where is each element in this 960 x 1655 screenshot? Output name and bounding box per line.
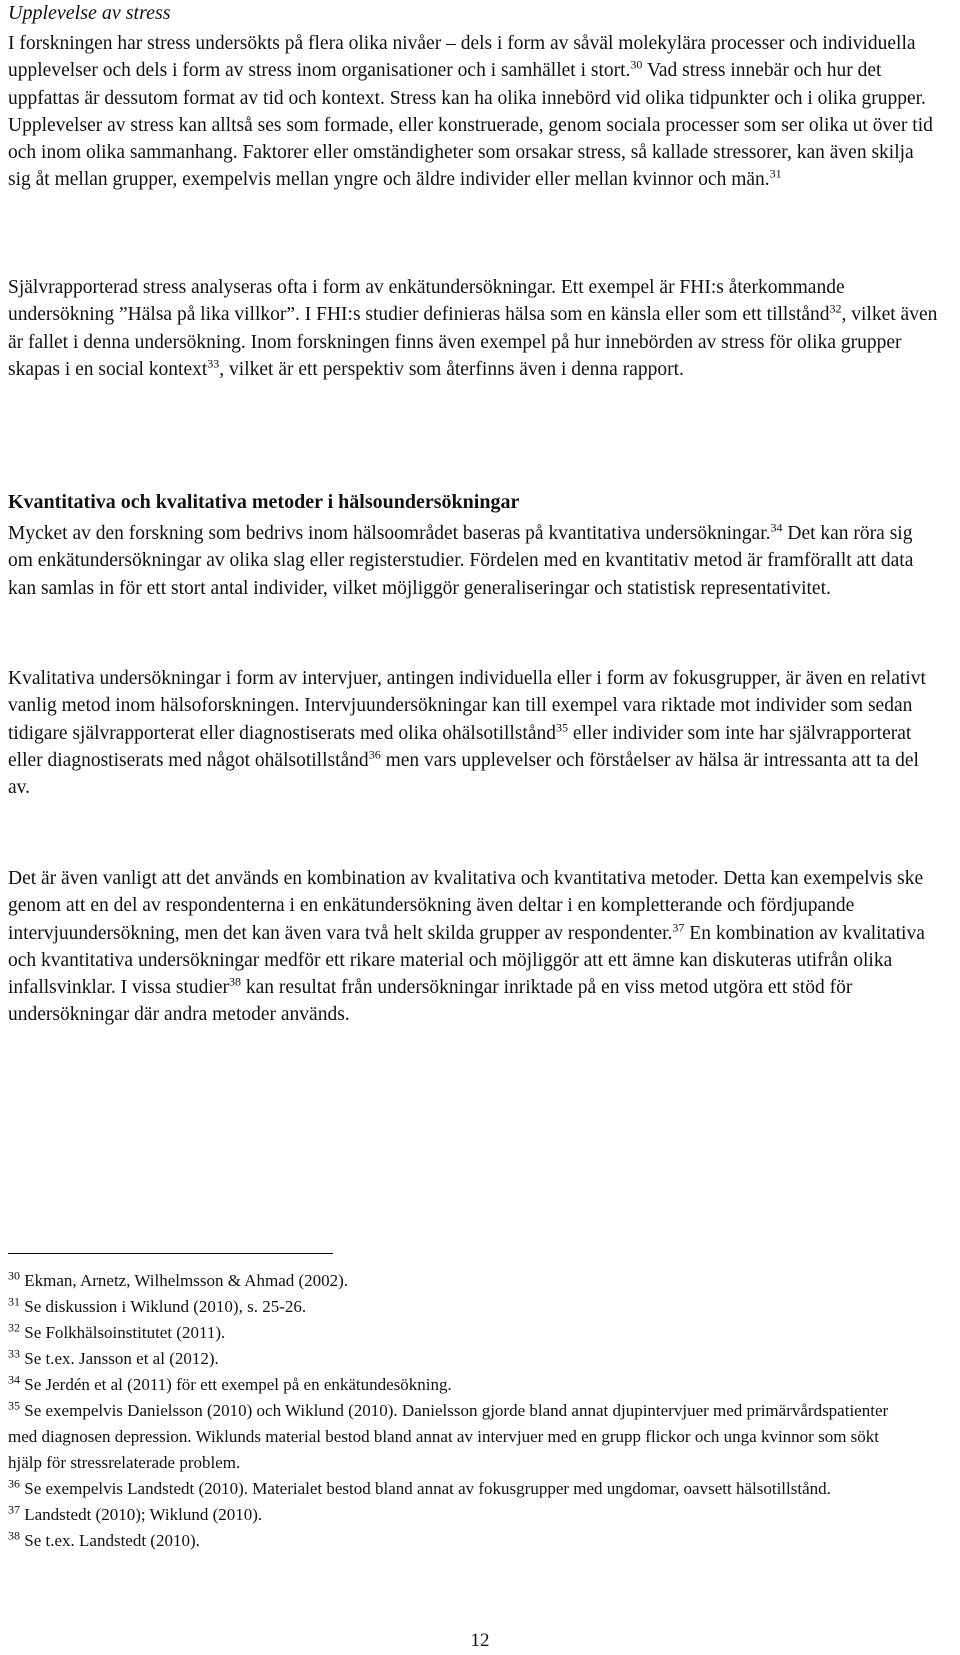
footnote-ref-31[interactable]: 31 xyxy=(769,166,782,181)
footnote-31: $^{31}$ Se diskussion i Wiklund (2010), s. 25-26. xyxy=(8,1294,307,1316)
footnote-34: $^{34}$ Se Jerdén et al (2011) för ett exempel på en enkätundesökning. xyxy=(8,1372,452,1394)
footnote-ref-33[interactable]: 33 xyxy=(207,356,220,371)
section-heading-stress: Upplevelse av stress xyxy=(8,2,171,24)
footnote-33: $^{33}$ Se t.ex. Jansson et al (2012). xyxy=(8,1346,219,1368)
paragraph-combination: Det är även vanligt att det används en kombination av kvalitativa och kvantitativa metoder. Detta kan exempelvis ske genom att en del av respondenterna i en enkätundersökning även deltar i en kompletterande och fördjupande intervjuundersökning, men det kan även vara två helt skilda grupper av respondenter.$^{37}$ En kombination av kvalitativa och kvantitativa undersökningar medför ett rikare material och möjliggör att ett ämne kan diskuteras utifrån olika infallsvinklar. I vissa studier$^{38}$ kan resultat från undersökningar inriktade på en viss metod utgöra ett stöd för undersökningar där andra metoder används. xyxy=(8,868,925,1026)
footnote-ref-36[interactable]: 36 xyxy=(368,747,381,762)
footnote-ref-30[interactable]: 30 xyxy=(630,57,643,72)
footnotes xyxy=(8,1268,908,1554)
footnote-ref-32[interactable]: 32 xyxy=(829,301,842,316)
footnote-divider xyxy=(8,1253,333,1254)
paragraph-quantitative: Mycket av den forskning som bedrivs inom hälsoområdet baseras på kvantitativa undersökningar.$^{34}$ Det kan röra sig om enkätundersökningar av olika slag eller registerstudier. Fördelen med en kvantitativ metod är framförallt att data kan samlas in för ett stort antal individer, vilket möjliggör generaliseringar och statistisk representativitet. xyxy=(8,520,914,599)
footnote-ref-35[interactable]: 35 xyxy=(556,720,569,735)
section-heading-methods: Kvantitativa och kvalitativa metoder i hälsoundersökningar xyxy=(8,491,520,513)
paragraph-qualitative: Kvalitativa undersökningar i form av intervjuer, antingen individuella eller i form av fokusgrupper, är även en relativt vanlig metod inom hälsoforskningen. Intervjuundersökningar kan till exempel vara riktade mot individer som sedan tidigare självrapporterat eller diagnostiserats med olika ohälsotillstånd$^{35}$ eller individer som inte har självrapporterat eller diagnostiserats med något ohälsotillstånd$^{36}$ men vars upplevelser och förståelser av hälsa är intressanta att ta del av. xyxy=(8,668,926,799)
footnote-ref-37[interactable]: 37 xyxy=(672,920,685,935)
footnote-36: $^{36}$ Se exempelvis Landstedt (2010). Materialet bestod bland annat av fokusgrupper med ungdomar, oavsett hälsotillstånd. xyxy=(8,1476,831,1498)
paragraph-self-reported-stress: Självrapporterad stress analyseras ofta i form av enkätundersökningar. Ett exempel är FHI:s återkommande undersökning ”Hälsa på lika villkor”. I FHI:s studier definieras hälsa som en känsla eller som ett tillstånd$^{32}$, vilket även är fallet i denna undersökning. Inom forskningen finns även exempel på hur innebörden av stress för olika grupper skapas i en social kontext$^{33}$, vilket är ett perspektiv som återfinns även i denna rapport. xyxy=(8,277,938,380)
footnote-35: $^{35}$ Se exempelvis Danielsson (2010) och Wiklund (2010). Danielsson gjorde bland annat djupintervjuer med primärvårdspatienter med diagnosen depression. Wiklunds material bestod bland annat av intervjuer med en grupp flickor och unga kvinnor som sökt hjälp för stressrelaterade problem. xyxy=(8,1398,889,1472)
footnote-32: $^{32}$ Se Folkhälsoinstitutet (2011). xyxy=(8,1320,226,1342)
footnote-ref-38[interactable]: 38 xyxy=(228,974,241,989)
footnote-30: $^{30}$ Ekman, Arnetz, Wilhelmsson & Ahmad (2002). xyxy=(8,1268,349,1290)
page-number: 12 xyxy=(470,1630,490,1651)
paragraph-stress-levels: I forskningen har stress undersökts på flera olika nivåer – dels i form av såväl molekylära processer och individuella upplevelser och dels i form av stress inom organisationer och i samhället i stort.$^{30}$ Vad stress innebär och hur det uppfattas är dessutom format av tid och kontext. Stress kan ha olika innebörd vid olika tidpunkter och i olika grupper. Upplevelser av stress kan alltså ses som formade, eller konstruerade, genom sociala processer som ser olika ut över tid och inom olika sammanhang. Faktorer eller omständigheter som orsakar stress, så kallade stressorer, kan även skilja sig åt mellan grupper, exempelvis mellan yngre och äldre individer eller mellan kvinnor och män.$^{31}$ xyxy=(8,33,933,191)
footnote-ref-34[interactable]: 34 xyxy=(770,520,783,535)
footnote-37: $^{37}$ Landstedt (2010); Wiklund (2010). xyxy=(8,1502,263,1524)
footnote-38: $^{38}$ Se t.ex. Landstedt (2010). xyxy=(8,1528,200,1550)
